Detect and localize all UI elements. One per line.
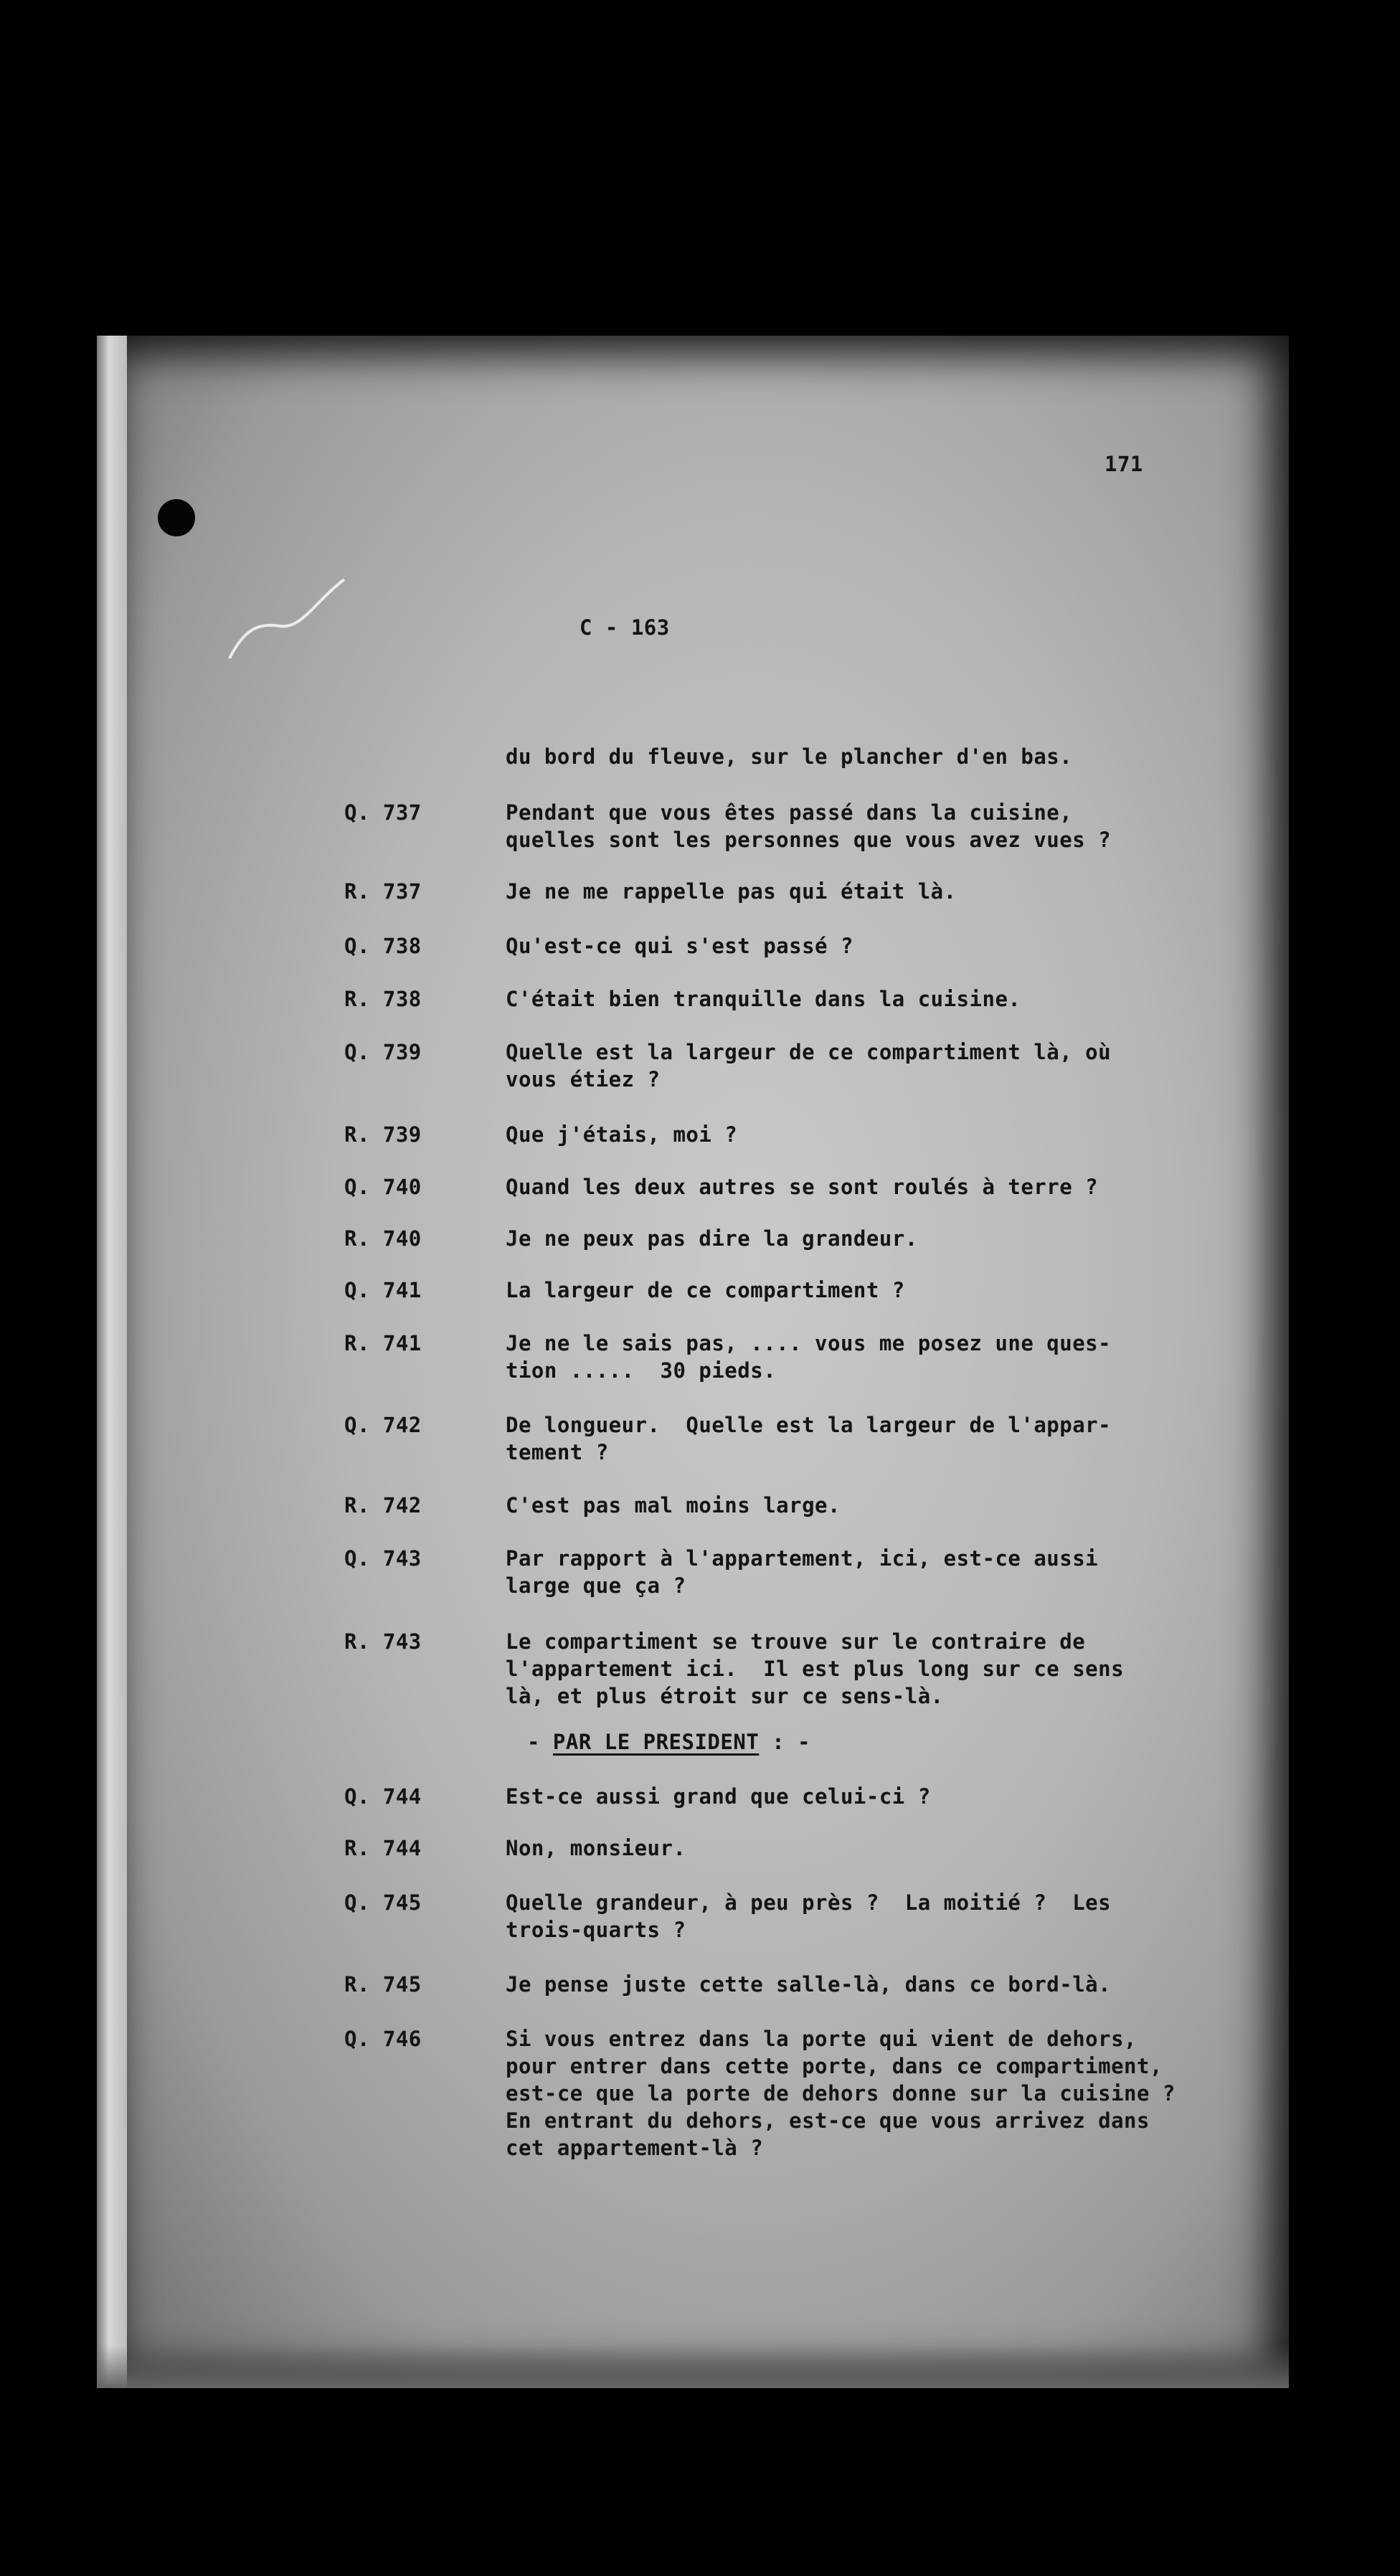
entry-line: Je pense juste cette salle-là, dans ce bord-là. bbox=[506, 1972, 1112, 1997]
page-number: 171 bbox=[1105, 452, 1143, 476]
entry-number: Q. 742 bbox=[344, 1413, 422, 1437]
entry-line: Quelle grandeur, à peu près ? La moitié ? Les bbox=[506, 1890, 1112, 1915]
entry-number: Q. 740 bbox=[344, 1175, 422, 1199]
entry-number: Q. 744 bbox=[344, 1784, 422, 1809]
entry-line: Quelle est la largeur de ce compartiment là, où bbox=[506, 1040, 1112, 1064]
entry-line: C'est pas mal moins large. bbox=[506, 1493, 841, 1517]
entry-line: Que j'étais, moi ? bbox=[506, 1122, 738, 1147]
heading-suffix: : - bbox=[759, 1730, 811, 1754]
entry-number: Q. 737 bbox=[344, 800, 422, 825]
entry-line: large que ça ? bbox=[506, 1573, 686, 1598]
punch-hole bbox=[158, 499, 195, 536]
entry-line: Si vous entrez dans la porte qui vient de dehors, bbox=[506, 2027, 1138, 2051]
entry-line: Le compartiment se trouve sur le contraire de bbox=[506, 1629, 1086, 1654]
entry-number: R. 745 bbox=[344, 1972, 422, 1997]
entry-number: Q. 745 bbox=[344, 1890, 422, 1915]
entry-line: Qu'est-ce qui s'est passé ? bbox=[506, 934, 853, 958]
entry-line: Je ne peux pas dire la grandeur. bbox=[506, 1226, 918, 1251]
entry-line: quelles sont les personnes que vous avez vues ? bbox=[506, 828, 1112, 852]
entry-line: La largeur de ce compartiment ? bbox=[506, 1278, 905, 1302]
entry-line: pour entrer dans cette porte, dans ce compartiment, bbox=[506, 2054, 1163, 2078]
entry-number: Q. 743 bbox=[344, 1546, 422, 1571]
entry-line: C'était bien tranquille dans la cuisine. bbox=[506, 987, 1021, 1011]
entry-line: l'appartement ici. Il est plus long sur ce sens bbox=[506, 1657, 1125, 1681]
opening-line: du bord du fleuve, sur le plancher d'en bas. bbox=[506, 744, 1073, 769]
entry-number: R. 739 bbox=[344, 1122, 422, 1147]
entry-line: vous étiez ? bbox=[506, 1067, 661, 1092]
entry-line: tion ..... 30 pieds. bbox=[506, 1358, 777, 1383]
entry-line: trois-quarts ? bbox=[506, 1918, 686, 1942]
entry-number: Q. 738 bbox=[344, 934, 422, 958]
entry-number: Q. 741 bbox=[344, 1278, 422, 1302]
entry-number: Q. 746 bbox=[344, 2027, 422, 2051]
entry-line: tement ? bbox=[506, 1440, 609, 1464]
scanned-page bbox=[97, 336, 1289, 2388]
page-left-edge bbox=[97, 336, 127, 2388]
entry-line: Non, monsieur. bbox=[506, 1836, 686, 1860]
document-reference: C - 163 bbox=[580, 615, 670, 640]
entry-line: Quand les deux autres se sont roulés à terre ? bbox=[506, 1175, 1099, 1199]
entry-number: R. 738 bbox=[344, 987, 422, 1011]
entry-line: Je ne me rappelle pas qui était là. bbox=[506, 879, 957, 904]
section-heading bbox=[527, 1728, 810, 1756]
entry-number: R. 744 bbox=[344, 1836, 422, 1860]
scratch-mark bbox=[222, 544, 351, 673]
entry-line: Je ne le sais pas, .... vous me posez une ques- bbox=[506, 1331, 1112, 1355]
heading-title: PAR LE PRESIDENT bbox=[552, 1730, 760, 1754]
entry-number: R. 743 bbox=[344, 1629, 422, 1654]
entry-number: R. 742 bbox=[344, 1493, 422, 1517]
entry-line: Par rapport à l'appartement, ici, est-ce aussi bbox=[506, 1546, 1099, 1571]
entry-line: cet appartement-là ? bbox=[506, 2136, 764, 2160]
entry-line: Pendant que vous êtes passé dans la cuisine, bbox=[506, 800, 1073, 825]
entry-number: Q. 739 bbox=[344, 1040, 422, 1064]
entry-line: De longueur. Quelle est la largeur de l'appar- bbox=[506, 1413, 1112, 1437]
entry-number: R. 737 bbox=[344, 879, 422, 904]
page-bottom-edge bbox=[97, 2345, 1289, 2388]
entry-number: R. 740 bbox=[344, 1226, 422, 1251]
entry-number: R. 741 bbox=[344, 1331, 422, 1355]
entry-line: là, et plus étroit sur ce sens-là. bbox=[506, 1684, 944, 1708]
heading-prefix: - bbox=[527, 1730, 553, 1754]
entry-line: En entrant du dehors, est-ce que vous arrivez dans bbox=[506, 2108, 1150, 2133]
entry-line: est-ce que la porte de dehors donne sur la cuisine ? bbox=[506, 2081, 1176, 2106]
entry-line: Est-ce aussi grand que celui-ci ? bbox=[506, 1784, 931, 1809]
